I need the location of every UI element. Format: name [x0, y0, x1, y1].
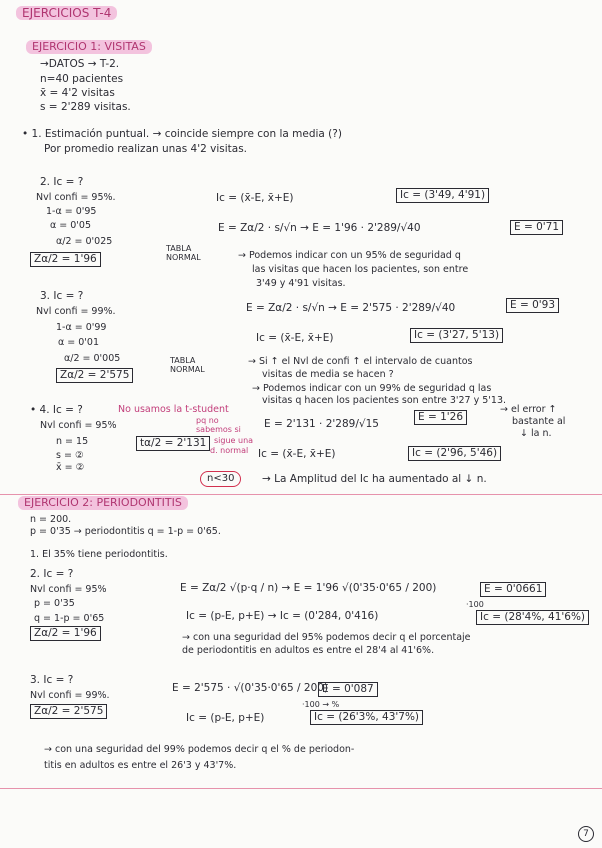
- q3-label: 3. Ic = ?: [40, 290, 84, 302]
- ic-formula: Ic = (x̄-E, x̄+E): [216, 192, 294, 204]
- z-value-box: Zα/2 = 1'96: [30, 252, 101, 267]
- q1-answer: 1. El 35% tiene periodontitis.: [30, 549, 168, 560]
- error-note: bastante al: [512, 416, 566, 427]
- exercise-1-header: EJERCICIO 1: VISITAS: [26, 40, 152, 54]
- ic-result-box: Ic = (2'96, 5'46): [408, 446, 501, 461]
- conclusion-line: titis en adultos es entre el 26'3 y 43'7%.: [44, 760, 237, 771]
- e-result-box: E = 0'93: [506, 298, 559, 313]
- q1-answer: Por promedio realizan unas 4'2 visitas.: [44, 143, 248, 155]
- times-100-note: ·100: [466, 600, 484, 609]
- note-line: → Si ↑ el Nvl de confi ↑ el intervalo de cuantos: [248, 356, 473, 367]
- q2-line: q = 1-p = 0'65: [34, 613, 105, 624]
- q3-line: α/2 = 0'005: [64, 353, 121, 364]
- conclusion-line: → con una seguridad del 99% podemos decir q el % de periodon-: [44, 744, 355, 755]
- q2-label: 2. Ic = ?: [40, 176, 84, 188]
- data-line: →DATOS → T-2.: [40, 58, 120, 70]
- z-value-box: Zα/2 = 2'575: [56, 368, 133, 383]
- e-formula: E = 2'575 · √(0'35·0'65 / 200): [172, 682, 329, 694]
- n-less-30-oval: n<30: [200, 471, 241, 487]
- q3-line: 1-α = 0'99: [56, 322, 107, 333]
- conclusion-line: de periodontitis en adultos es entre el 28'4 al 41'6%.: [182, 645, 435, 656]
- ic-formula: Ic = (p-E, p+E) → Ic = (0'284, 0'416): [186, 610, 379, 622]
- data-line: x̄ = 4'2 visitas: [40, 87, 115, 99]
- section-divider: [0, 494, 602, 495]
- q1-line: • 1. Estimación puntual. → coincide siempre con la media (?): [22, 128, 342, 140]
- q4-line: n = 15: [56, 436, 89, 447]
- q2-label: 2. Ic = ?: [30, 568, 74, 580]
- exercise-2-header: EJERCICIO 2: PERIODONTITIS: [18, 496, 188, 510]
- q3-line: α = 0'01: [58, 337, 100, 348]
- page-number: 7: [578, 826, 594, 842]
- tabla-normal-label: TABLA NORMAL: [166, 244, 201, 262]
- conclusion-line: 3'49 y 4'91 visitas.: [256, 278, 346, 289]
- note-line: visitas de media se hacen ?: [262, 369, 394, 380]
- q4-line: Nvl confi = 95%: [40, 420, 117, 431]
- data-line: s = 2'289 visitas.: [40, 101, 131, 113]
- conclusion-line: → con una seguridad del 95% podemos decir q el porcentaje: [182, 632, 471, 643]
- times-100-note: ·100 → %: [302, 700, 340, 709]
- q2-line: Nvl confi = 95%.: [36, 192, 116, 203]
- error-note: ↓ la n.: [520, 428, 552, 439]
- q4-line: s = ②: [56, 450, 84, 461]
- data-line: n = 200.: [30, 514, 72, 525]
- e-formula: E = Zα/2 · s/√n → E = 2'575 · 2'289/√40: [246, 302, 456, 314]
- z-value-box: Zα/2 = 1'96: [30, 626, 101, 641]
- e-formula: E = Zα/2 √(p·q / n) → E = 1'96 √(0'35·0'65 / 200): [180, 582, 437, 594]
- q3-label: 3. Ic = ?: [30, 674, 74, 686]
- ic-formula: Ic = (p-E, p+E): [186, 712, 265, 724]
- q4-label: • 4. Ic = ?: [30, 404, 83, 416]
- e-formula: E = Zα/2 · s/√n → E = 1'96 · 2'289/√40: [218, 222, 421, 234]
- t-value-box: tα/2 = 2'131: [136, 436, 210, 451]
- ic-result-box: Ic = (26'3%, 43'7%): [310, 710, 423, 725]
- z-value-box: Zα/2 = 2'575: [30, 704, 107, 719]
- ic-result-box: Ic = (28'4%, 41'6%): [476, 610, 589, 625]
- pink-note: sabemos si: [196, 425, 241, 434]
- e-result-box: E = 0'71: [510, 220, 563, 235]
- q2-line: Nvl confi = 95%: [30, 584, 107, 595]
- page-title: EJERCICIOS T-4: [16, 6, 117, 20]
- ic-formula: Ic = (x̄-E, x̄+E): [258, 448, 336, 460]
- pink-note: d. normal: [210, 446, 249, 455]
- q3-line: Nvl confi = 99%.: [30, 690, 110, 701]
- ic-result-box: Ic = (3'49, 4'91): [396, 188, 489, 203]
- q2-line: α/2 = 0'025: [56, 236, 113, 247]
- data-line: p = 0'35 → periodontitis q = 1-p = 0'65.: [30, 526, 221, 537]
- ic-formula: Ic = (x̄-E, x̄+E): [256, 332, 334, 344]
- e-result-box: E = 0'0661: [480, 582, 546, 597]
- e-result-box: E = 1'26: [414, 410, 467, 425]
- ic-result-box: Ic = (3'27, 5'13): [410, 328, 503, 343]
- q2-line: p = 0'35: [34, 598, 75, 609]
- e-result-box: E = 0'087: [318, 682, 378, 697]
- tabla-normal-label: TABLA NORMAL: [170, 356, 205, 374]
- q2-line: α = 0'05: [50, 220, 92, 231]
- note-line: → Podemos indicar con un 99% de seguridad q las: [252, 383, 492, 394]
- note-line: visitas q hacen los pacientes son entre 3'27 y 5'13.: [262, 395, 507, 406]
- e-formula: E = 2'131 · 2'289/√15: [264, 418, 379, 430]
- conclusion-line: las visitas que hacen los pacientes, son entre: [252, 264, 469, 275]
- q2-line: 1-α = 0'95: [46, 206, 97, 217]
- pink-note: pq no: [196, 416, 219, 425]
- pink-note: sigue una: [214, 436, 254, 445]
- section-divider: [0, 788, 602, 789]
- q3-line: Nvl confi = 99%.: [36, 306, 116, 317]
- q4-line: x̄ = ②: [56, 462, 85, 473]
- amplitude-note: → La Amplitud del Ic ha aumentado al ↓ n.: [262, 473, 487, 485]
- error-note: → el error ↑: [500, 404, 557, 415]
- conclusion-line: → Podemos indicar con un 95% de seguridad q: [238, 250, 461, 261]
- t-student-note: No usamos la t-student: [118, 404, 229, 415]
- data-line: n=40 pacientes: [40, 73, 124, 85]
